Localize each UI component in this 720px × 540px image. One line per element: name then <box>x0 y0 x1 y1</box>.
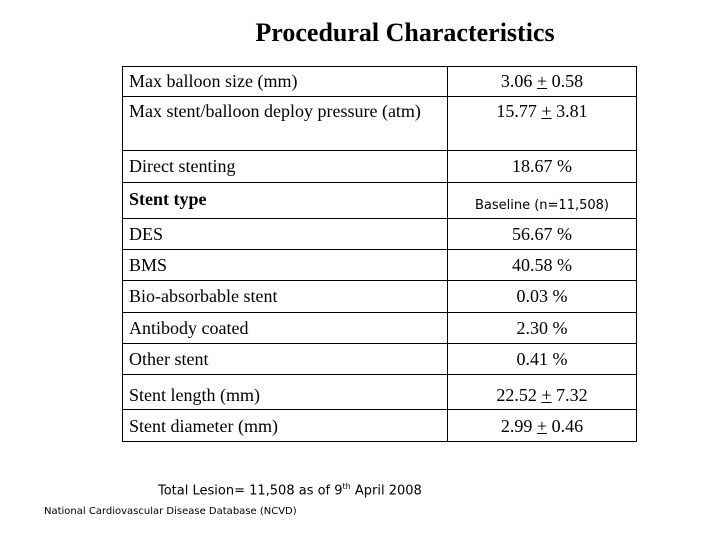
plus-minus-symbol: + <box>541 101 552 121</box>
mean-value: 15.77 <box>496 101 537 121</box>
total-lesion-footnote <box>158 482 422 498</box>
row-value: 0.03 % <box>448 281 637 313</box>
row-value: 18.67 % <box>448 151 637 183</box>
sd-value: 0.46 <box>551 416 584 436</box>
row-value <box>448 67 637 97</box>
column-subheading: Baseline (n=11,508) <box>448 183 637 219</box>
section-heading: Stent type <box>123 183 448 219</box>
row-label: Direct stenting <box>123 151 448 183</box>
row-label: Other stent <box>123 344 448 375</box>
table-row <box>123 375 637 410</box>
table-row <box>123 219 637 250</box>
sd-value: 3.81 <box>556 101 588 121</box>
plus-minus-symbol: + <box>541 385 552 405</box>
row-value: 40.58 % <box>448 250 637 281</box>
mean-value: 2.99 <box>500 416 533 436</box>
procedural-characteristics-table <box>122 66 637 442</box>
row-value <box>448 97 637 151</box>
footnote-date-text: April 2008 <box>350 483 422 499</box>
footnote-text: Total Lesion= 11,508 as of 9 <box>158 483 343 499</box>
mean-value: 3.06 <box>500 71 533 91</box>
table-row <box>123 410 637 442</box>
row-value: 2.30 % <box>448 313 637 344</box>
page-title: Procedural Characteristics <box>255 18 555 47</box>
table-row <box>123 344 637 375</box>
row-label: DES <box>123 219 448 250</box>
row-label: Stent diameter (mm) <box>123 410 448 442</box>
table-row <box>123 313 637 344</box>
row-value: 56.67 % <box>448 219 637 250</box>
row-value: 0.41 % <box>448 344 637 375</box>
table-row <box>123 281 637 313</box>
table-row <box>123 183 637 219</box>
table-row <box>123 67 637 97</box>
table-row <box>123 250 637 281</box>
row-label: BMS <box>123 250 448 281</box>
row-label: Max balloon size (mm) <box>123 67 448 97</box>
mean-value: 22.52 <box>496 385 537 405</box>
row-label: Antibody coated <box>123 313 448 344</box>
table-row <box>123 97 637 151</box>
source-credit: National Cardiovascular Disease Database (NCVD) <box>44 506 297 517</box>
sd-value: 0.58 <box>551 71 584 91</box>
plus-minus-symbol: + <box>536 71 548 91</box>
row-value <box>448 375 637 410</box>
row-label: Stent length (mm) <box>123 375 448 410</box>
row-label: Max stent/balloon deploy pressure (atm) <box>123 97 448 151</box>
sd-value: 7.32 <box>556 385 588 405</box>
plus-minus-symbol: + <box>536 416 548 436</box>
footnote-superscript: th <box>342 482 351 491</box>
row-label: Bio-absorbable stent <box>123 281 448 313</box>
row-value <box>448 410 637 442</box>
table-row <box>123 151 637 183</box>
